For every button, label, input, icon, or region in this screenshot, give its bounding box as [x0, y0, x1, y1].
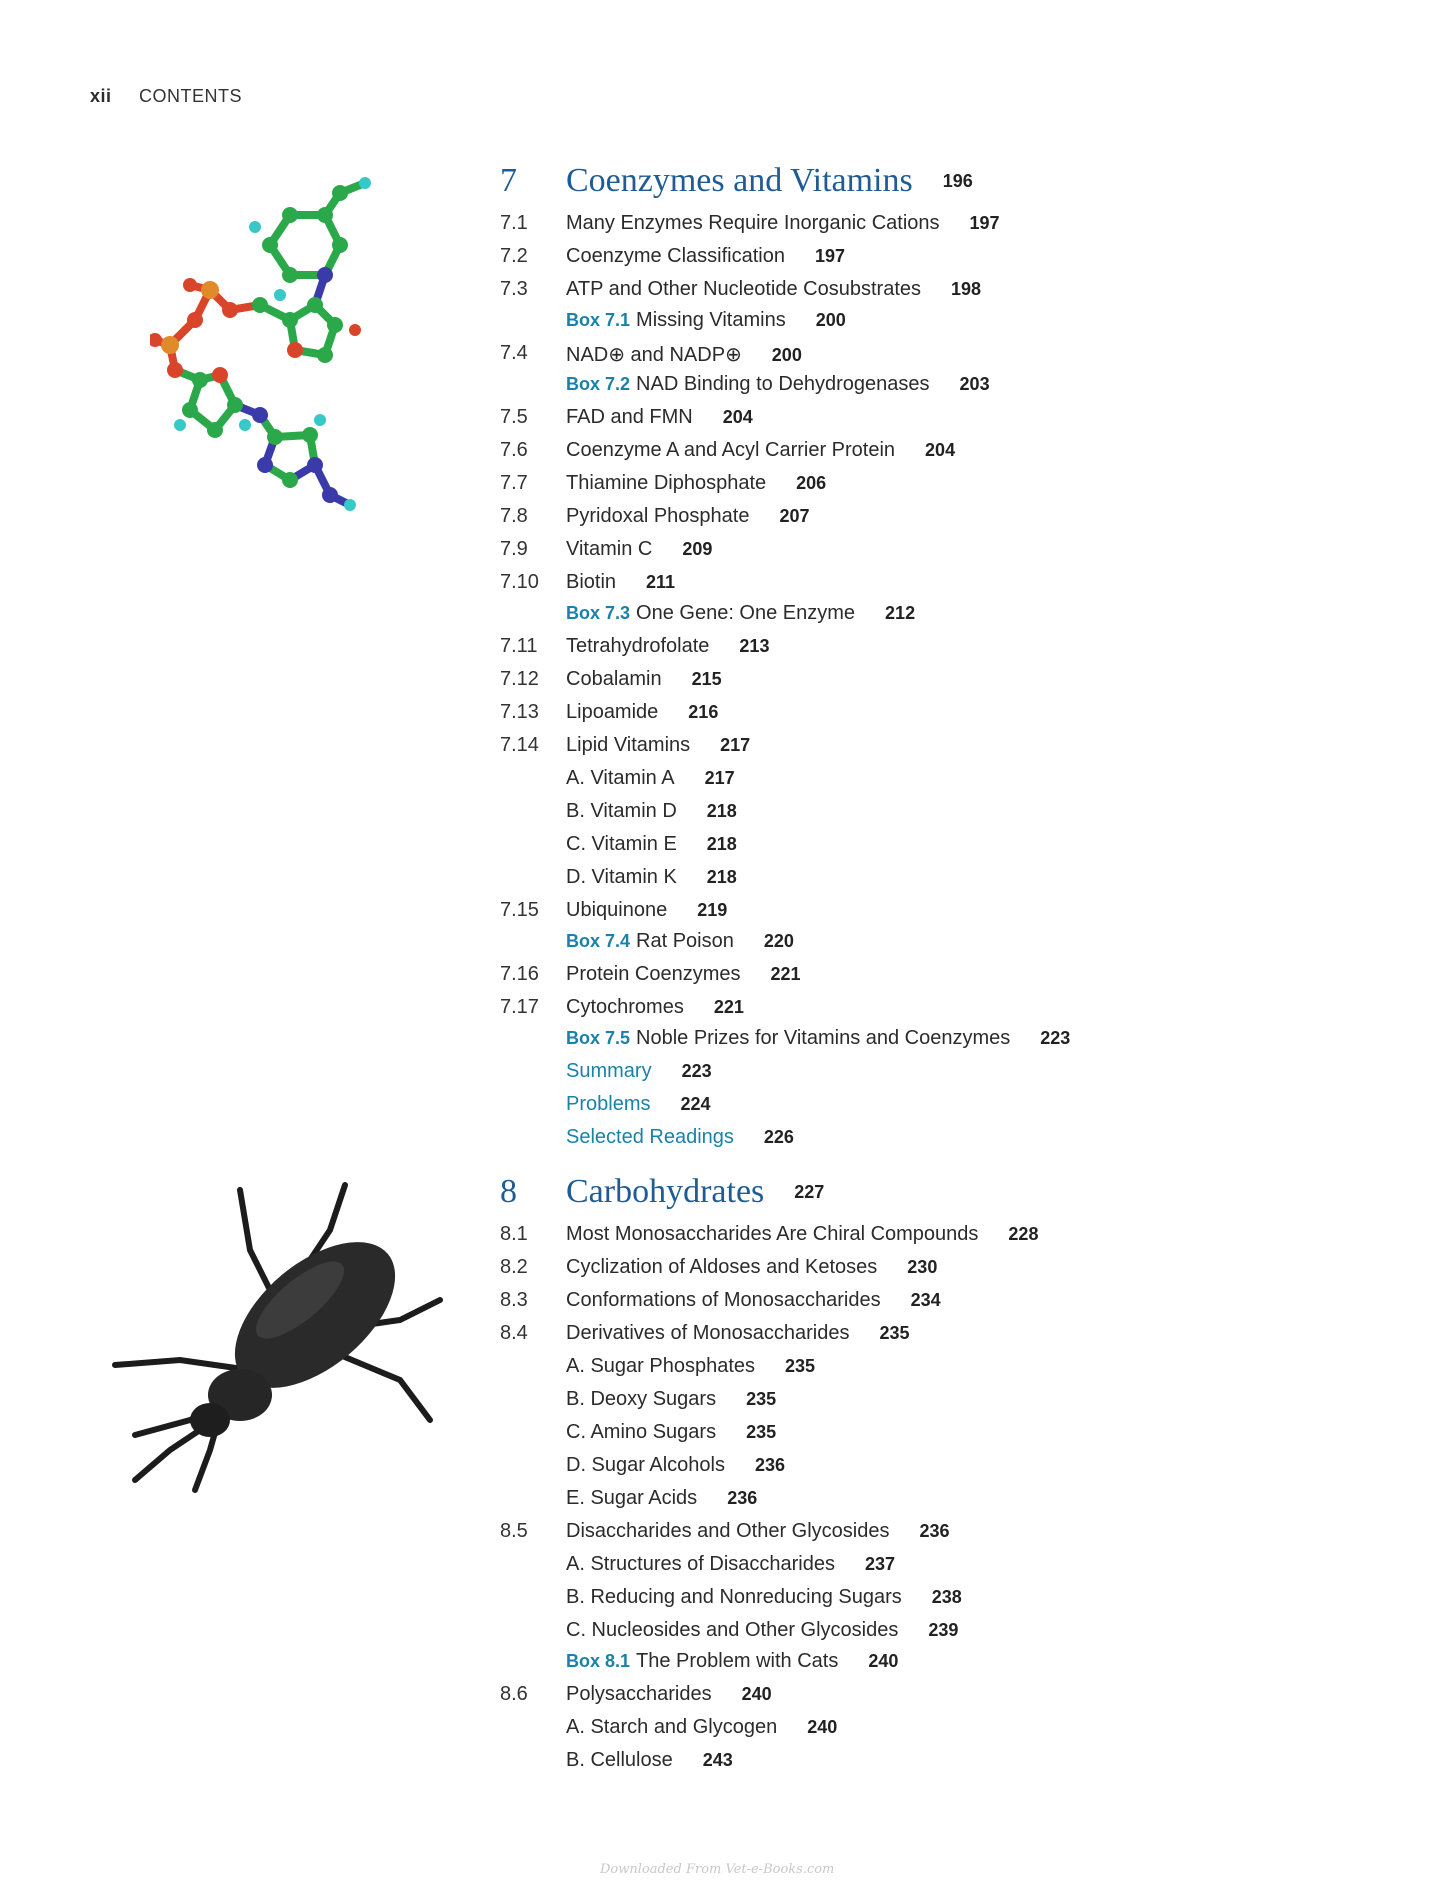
entry-page: 209 [682, 539, 713, 559]
chapter-number: 8 [500, 1173, 517, 1210]
entry-title: Biotin [566, 571, 617, 593]
box-label: Box 7.3 [566, 603, 631, 623]
toc-entry [500, 371, 1400, 402]
entry-title-group [566, 899, 727, 922]
section-number: 8.6 [500, 1683, 528, 1705]
toc-entry [500, 435, 1400, 468]
entry-title-group [566, 767, 735, 790]
entry-page: 204 [722, 407, 753, 427]
entry-page: 215 [691, 669, 722, 689]
entry-page: 220 [763, 931, 794, 951]
toc-entry [500, 1351, 1400, 1384]
toc-entry [500, 1450, 1400, 1483]
toc-entry [500, 1318, 1400, 1351]
entry-page: 221 [713, 997, 744, 1017]
entry-title: D. Sugar Alcohols [566, 1454, 725, 1476]
entry-page: 211 [646, 572, 676, 592]
entry-page: 221 [770, 964, 801, 984]
entry-title-group [566, 668, 722, 691]
toc-entry [500, 501, 1400, 534]
toc-entry [500, 959, 1400, 992]
entry-page: 223 [1040, 1028, 1071, 1048]
toc-entry [500, 992, 1400, 1025]
entry-page: 197 [814, 246, 846, 266]
entry-title-group [566, 602, 915, 625]
section-number: 7.6 [500, 439, 528, 461]
toc-entry [500, 1252, 1400, 1285]
toc-entry [500, 274, 1400, 307]
toc-entry [500, 468, 1400, 501]
entry-page: 224 [680, 1094, 711, 1114]
section-number: 7.11 [500, 635, 538, 657]
entry-page: 218 [706, 801, 737, 821]
chapter-heading [500, 156, 1400, 208]
entry-title: Disaccharides and Other Glycosides [566, 1520, 890, 1542]
entry-title-group [566, 1093, 711, 1116]
entry-page: 217 [704, 768, 735, 788]
toc-entry [500, 1483, 1400, 1516]
entry-title-group [566, 1553, 895, 1576]
entry-page: 235 [879, 1323, 910, 1343]
entry-page: 217 [720, 735, 751, 755]
entry-page: 240 [868, 1651, 899, 1671]
entry-title-group [566, 930, 794, 953]
entry-page: 212 [885, 603, 916, 623]
entry-title-group [566, 1126, 794, 1149]
entry-page: 240 [807, 1717, 838, 1737]
section-number: 7.13 [500, 701, 539, 723]
entry-title: A. Vitamin A [566, 767, 675, 789]
entry-title-group [566, 571, 675, 594]
entry-title-group [566, 1256, 937, 1279]
entry-title-group [566, 1716, 837, 1739]
entry-title: The Problem with Cats [636, 1650, 839, 1672]
entry-title: A. Starch and Glycogen [566, 1716, 778, 1738]
entry-page: 223 [681, 1061, 712, 1081]
section-number: 7.15 [500, 899, 539, 921]
entry-title: B. Reducing and Nonreducing Sugars [566, 1586, 902, 1608]
entry-page: 206 [796, 473, 827, 493]
entry-title-group [566, 1487, 757, 1510]
entry-page: 218 [706, 867, 737, 887]
entry-title: E. Sugar Acids [566, 1487, 698, 1509]
section-number: 8.1 [500, 1223, 528, 1245]
entry-page: 239 [928, 1620, 959, 1640]
entry-title: Thiamine Diphosphate [566, 472, 767, 494]
entry-title-group [566, 538, 712, 561]
entry-page: 213 [739, 636, 770, 656]
toc-entry [500, 1056, 1400, 1089]
entry-page: 243 [702, 1750, 733, 1770]
section-number: 7.4 [500, 342, 528, 364]
entry-title: NAD Binding to Dehydrogenases [636, 373, 930, 395]
entry-title: Vitamin C [566, 538, 653, 560]
beetle-image [100, 1180, 450, 1500]
entry-title: Problems [566, 1093, 651, 1115]
entry-title-group [566, 212, 1000, 235]
entry-title: Cobalamin [566, 668, 662, 690]
chapter-title [566, 1173, 824, 1211]
entry-title: Lipoamide [566, 701, 659, 723]
entry-title-group [566, 472, 826, 495]
entry-title: B. Cellulose [566, 1749, 673, 1771]
entry-title-group [566, 1388, 776, 1411]
entry-title: Most Monosaccharides Are Chiral Compounds [566, 1223, 979, 1245]
entry-title: B. Vitamin D [566, 800, 677, 822]
entry-title-group [566, 1683, 772, 1706]
entry-page: 236 [727, 1488, 758, 1508]
box-label: Box 7.1 [566, 310, 631, 330]
toc-entry [500, 1285, 1400, 1318]
toc-entry [500, 664, 1400, 697]
entry-title-group [566, 1289, 941, 1312]
entry-title-group [566, 1520, 950, 1543]
toc-entry [500, 567, 1400, 600]
entry-page: 235 [746, 1389, 777, 1409]
box-label: Box 7.4 [566, 931, 631, 951]
toc-entry [500, 862, 1400, 895]
toc-entry [500, 829, 1400, 862]
entry-title: A. Sugar Phosphates [566, 1355, 756, 1377]
entry-title-group [566, 734, 750, 757]
entry-title: Pyridoxal Phosphate [566, 505, 750, 527]
entry-title-group [566, 406, 753, 429]
entry-title: Missing Vitamins [636, 309, 786, 331]
toc-entry [500, 1582, 1400, 1615]
toc-entry [500, 763, 1400, 796]
toc-entry [500, 631, 1400, 664]
section-number: 7.10 [500, 571, 539, 593]
toc-entry [500, 1745, 1400, 1778]
section-number: 7.17 [500, 996, 539, 1018]
entry-title-group [566, 1619, 958, 1642]
entry-page: 219 [697, 900, 728, 920]
entry-title: One Gene: One Enzyme [636, 602, 856, 624]
section-number: 8.2 [500, 1256, 528, 1278]
entry-page: 218 [706, 834, 737, 854]
box-label: Box 8.1 [566, 1651, 631, 1671]
entry-title: Tetrahydrofolate [566, 635, 710, 657]
entry-title-group [566, 373, 990, 396]
entry-title: Protein Coenzymes [566, 963, 741, 985]
section-number: 7.12 [500, 668, 539, 690]
entry-page: 198 [951, 279, 982, 299]
chapter-title-text: Carbohydrates [566, 1173, 765, 1210]
toc-entry [500, 600, 1400, 631]
entry-title-group [566, 342, 802, 367]
entry-title: Selected Readings [566, 1126, 734, 1148]
entry-title: Derivatives of Monosaccharides [566, 1322, 850, 1344]
entry-title-group [566, 1650, 898, 1673]
entry-title: D. Vitamin K [566, 866, 677, 888]
entry-title-group [566, 245, 845, 268]
box-label: Box 7.2 [566, 374, 631, 394]
entry-title-group [566, 1322, 910, 1345]
toc-entry [500, 534, 1400, 567]
entry-title-group [566, 1421, 776, 1444]
entry-title: Polysaccharides [566, 1683, 712, 1705]
chapter-page: 196 [942, 171, 973, 191]
entry-title: Ubiquinone [566, 899, 668, 921]
section-number: 7.9 [500, 538, 528, 560]
entry-title: Conformations of Monosaccharides [566, 1289, 881, 1311]
entry-title-group [566, 309, 846, 332]
entry-page: 237 [865, 1554, 896, 1574]
section-number: 7.3 [500, 278, 528, 300]
entry-page: 240 [741, 1684, 772, 1704]
entry-title: Coenzyme A and Acyl Carrier Protein [566, 439, 896, 461]
molecule-image [150, 175, 400, 535]
entry-title-group [566, 278, 981, 301]
box-label: Box 7.5 [566, 1028, 631, 1048]
section-number: 7.1 [500, 212, 528, 234]
entry-title: C. Nucleosides and Other Glycosides [566, 1619, 899, 1641]
toc-entry [500, 1122, 1400, 1155]
toc-entry [500, 338, 1400, 371]
entry-page: 204 [925, 440, 956, 460]
entry-title-group [566, 833, 737, 856]
entry-page: 207 [779, 506, 810, 526]
chapter-heading [500, 1167, 1400, 1219]
section-number: 7.16 [500, 963, 539, 985]
chapter-title-text: Coenzymes and Vitamins [566, 162, 913, 199]
entry-title-group [566, 439, 955, 462]
entry-title-group [566, 1749, 733, 1772]
toc-entry [500, 697, 1400, 730]
toc-entry [500, 1417, 1400, 1450]
table-of-contents [500, 150, 1400, 1778]
chapter-title [566, 162, 973, 200]
toc-entry [500, 1516, 1400, 1549]
entry-page: 238 [931, 1587, 962, 1607]
entry-page: 216 [688, 702, 719, 722]
toc-entry [500, 241, 1400, 274]
entry-page: 226 [763, 1127, 794, 1147]
entry-title: B. Deoxy Sugars [566, 1388, 717, 1410]
section-number: 8.5 [500, 1520, 528, 1542]
toc-entry [500, 1549, 1400, 1582]
footer-watermark: Downloaded From Vet-e-Books.com [600, 1862, 835, 1877]
toc-entry [500, 928, 1400, 959]
entry-title-group [566, 1060, 712, 1083]
entry-title: FAD and FMN [566, 406, 693, 428]
toc-entry [500, 730, 1400, 763]
entry-title: C. Amino Sugars [566, 1421, 717, 1443]
entry-title-group [566, 1027, 1070, 1050]
toc-entry [500, 1712, 1400, 1745]
entry-title: A. Structures of Disaccharides [566, 1553, 835, 1575]
entry-title-group [566, 963, 801, 986]
entry-title: Cyclization of Aldoses and Ketoses [566, 1256, 878, 1278]
toc-entry [500, 796, 1400, 829]
entry-page: 200 [815, 310, 846, 330]
toc-entry [500, 1679, 1400, 1712]
entry-page: 200 [771, 345, 802, 365]
entry-title-group [566, 635, 769, 658]
section-number: 7.2 [500, 245, 528, 267]
toc-entry [500, 1025, 1400, 1056]
entry-title: Many Enzymes Require Inorganic Cations [566, 212, 940, 234]
toc-entry [500, 1384, 1400, 1417]
entry-page: 234 [910, 1290, 941, 1310]
entry-title-group [566, 1223, 1038, 1246]
entry-title-group [566, 996, 744, 1019]
entry-page: 203 [959, 374, 990, 394]
toc-entry [500, 895, 1400, 928]
section-number: 8.4 [500, 1322, 528, 1344]
entry-title: Summary [566, 1060, 652, 1082]
entry-title-group [566, 800, 737, 823]
section-number: 7.5 [500, 406, 528, 428]
toc-entry [500, 307, 1400, 338]
section-number: 7.7 [500, 472, 528, 494]
entry-title-group [566, 1355, 815, 1378]
page-number: xii [90, 86, 112, 106]
entry-page: 197 [969, 213, 1000, 233]
toc-entry [500, 1089, 1400, 1122]
running-head [90, 86, 242, 107]
entry-page: 230 [907, 1257, 938, 1277]
toc-entry [500, 1648, 1400, 1679]
toc-entry [500, 1219, 1400, 1252]
entry-page: 236 [754, 1455, 786, 1475]
entry-title: ATP and Other Nucleotide Cosubstrates [566, 278, 921, 300]
entry-title-group [566, 1454, 785, 1477]
section-number: 8.3 [500, 1289, 528, 1311]
entry-page: 236 [919, 1521, 950, 1541]
entry-page: 228 [1008, 1224, 1039, 1244]
toc-entry [500, 1615, 1400, 1648]
section-label: CONTENTS [139, 86, 243, 106]
chapter-page: 227 [794, 1182, 825, 1202]
toc-entry [500, 208, 1400, 241]
entry-title-group [566, 1586, 962, 1609]
entry-title-group [566, 701, 718, 724]
entry-page: 235 [746, 1422, 777, 1442]
entry-page: 235 [785, 1356, 816, 1376]
entry-title: C. Vitamin E [566, 833, 677, 855]
section-number: 7.8 [500, 505, 528, 527]
entry-title: NAD⊕ and NADP⊕ [566, 344, 742, 366]
entry-title-group [566, 505, 810, 528]
entry-title: Cytochromes [566, 996, 684, 1018]
entry-title-group [566, 866, 737, 889]
entry-title: Lipid Vitamins [566, 734, 691, 756]
section-number: 7.14 [500, 734, 539, 756]
chapter-number: 7 [500, 162, 517, 199]
entry-title: Coenzyme Classification [566, 245, 785, 267]
entry-title: Noble Prizes for Vitamins and Coenzymes [636, 1027, 1011, 1049]
entry-title: Rat Poison [636, 930, 734, 952]
toc-entry [500, 402, 1400, 435]
